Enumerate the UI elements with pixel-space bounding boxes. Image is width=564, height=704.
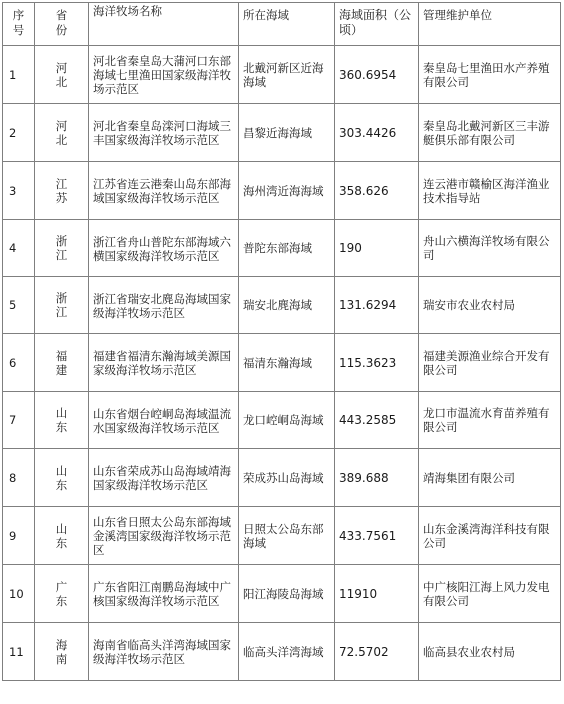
- row-area-size: 360.6954: [335, 46, 419, 104]
- row-province: [35, 46, 89, 104]
- header-province: 省份: [35, 3, 89, 46]
- row-name: 河北省秦皇岛大蒲河口东部海域七里渔田国家级海洋牧场示范区: [89, 46, 239, 104]
- row-manager: 中广核阳江海上风力发电有限公司: [419, 565, 561, 623]
- row-province-text: 海南: [55, 637, 68, 666]
- row-province: [35, 220, 89, 277]
- row-area-size: 303.4426: [335, 104, 419, 162]
- row-manager: 福建美源渔业综合开发有限公司: [419, 334, 561, 392]
- row-sea-area: 北戴河新区近海海域: [239, 46, 335, 104]
- row-sea-area: 荣成苏山岛海域: [239, 449, 335, 507]
- table-row: [3, 162, 561, 220]
- row-manager: 秦皇岛北戴河新区三丰游艇俱乐部有限公司: [419, 104, 561, 162]
- row-area-size: 72.5702: [335, 623, 419, 681]
- row-sea-area: 福清东瀚海域: [239, 334, 335, 392]
- row-area-size: 433.7561: [335, 507, 419, 565]
- table-row: [3, 565, 561, 623]
- row-index: 6: [3, 334, 35, 392]
- header-row: [3, 3, 561, 46]
- row-province-text: 浙江: [55, 234, 68, 262]
- row-province-text: 山东: [55, 521, 68, 550]
- table-row: [3, 334, 561, 392]
- row-index: 7: [3, 392, 35, 449]
- row-index: 11: [3, 623, 35, 681]
- row-manager: 连云港市赣榆区海洋渔业技术指导站: [419, 162, 561, 220]
- table-row: [3, 277, 561, 334]
- row-index: 1: [3, 46, 35, 104]
- row-sea-area: 海州湾近海海域: [239, 162, 335, 220]
- row-sea-area: 龙口崆峒岛海域: [239, 392, 335, 449]
- row-area-size: 358.626: [335, 162, 419, 220]
- row-manager: 龙口市温流水育苗养殖有限公司: [419, 392, 561, 449]
- row-province-text: 福建: [55, 348, 68, 377]
- row-province-text: 广东: [55, 579, 68, 608]
- row-index: 4: [3, 220, 35, 277]
- row-name: 山东省荣成苏山岛海域靖海国家级海洋牧场示范区: [89, 449, 239, 507]
- row-sea-area: 阳江海陵岛海域: [239, 565, 335, 623]
- row-area-size: 115.3623: [335, 334, 419, 392]
- row-index: 3: [3, 162, 35, 220]
- marine-ranch-table: [2, 2, 561, 681]
- row-province-text: 江苏: [55, 176, 68, 205]
- row-name: 浙江省舟山普陀东部海域六横国家级海洋牧场示范区: [89, 220, 239, 277]
- row-area-size: 11910: [335, 565, 419, 623]
- row-area-size: 389.688: [335, 449, 419, 507]
- row-sea-area: 普陀东部海域: [239, 220, 335, 277]
- table-row: [3, 392, 561, 449]
- header-manager: 管理维护单位: [419, 3, 561, 46]
- row-province: [35, 565, 89, 623]
- row-province-text: 山东: [55, 406, 68, 434]
- row-province: [35, 334, 89, 392]
- row-manager: 舟山六横海洋牧场有限公司: [419, 220, 561, 277]
- row-sea-area: 昌黎近海海域: [239, 104, 335, 162]
- table-row: [3, 623, 561, 681]
- table-row: [3, 220, 561, 277]
- table-row: [3, 507, 561, 565]
- row-name: 山东省日照太公岛东部海域金溪湾国家级海洋牧场示范区: [89, 507, 239, 565]
- row-area-size: 131.6294: [335, 277, 419, 334]
- table-row: [3, 449, 561, 507]
- row-index: 10: [3, 565, 35, 623]
- row-province-text: 河北: [55, 60, 68, 89]
- row-name: 江苏省连云港秦山岛东部海域国家级海洋牧场示范区: [89, 162, 239, 220]
- row-province: [35, 623, 89, 681]
- row-province: [35, 449, 89, 507]
- header-index: 序号: [3, 3, 35, 46]
- header-sea-area: 所在海域: [239, 3, 335, 46]
- table-row: [3, 46, 561, 104]
- row-index: 9: [3, 507, 35, 565]
- row-name: 河北省秦皇岛滦河口海域三丰国家级海洋牧场示范区: [89, 104, 239, 162]
- row-province: [35, 162, 89, 220]
- row-province: [35, 392, 89, 449]
- row-sea-area: 临高头洋湾海域: [239, 623, 335, 681]
- row-index: 2: [3, 104, 35, 162]
- row-province-text: 山东: [55, 463, 68, 492]
- row-manager: 瑞安市农业农村局: [419, 277, 561, 334]
- row-name: 海南省临高头洋湾海域国家级海洋牧场示范区: [89, 623, 239, 681]
- row-area-size: 443.2585: [335, 392, 419, 449]
- row-manager: 临高县农业农村局: [419, 623, 561, 681]
- row-manager: 靖海集团有限公司: [419, 449, 561, 507]
- row-province: [35, 507, 89, 565]
- table-row: [3, 104, 561, 162]
- header-name: 海洋牧场名称: [89, 3, 239, 46]
- row-index: 5: [3, 277, 35, 334]
- row-province-text: 浙江: [55, 291, 68, 319]
- row-province-text: 河北: [55, 118, 68, 147]
- header-area-size: 海域面积（公顷）: [335, 3, 419, 46]
- row-name: 福建省福清东瀚海域美源国家级海洋牧场示范区: [89, 334, 239, 392]
- row-area-size: 190: [335, 220, 419, 277]
- row-sea-area: 日照太公岛东部海域: [239, 507, 335, 565]
- row-index: 8: [3, 449, 35, 507]
- row-name: 山东省烟台崆峒岛海域温流水国家级海洋牧场示范区: [89, 392, 239, 449]
- row-province: [35, 104, 89, 162]
- row-sea-area: 瑞安北麂海域: [239, 277, 335, 334]
- row-manager: 秦皇岛七里渔田水产养殖有限公司: [419, 46, 561, 104]
- row-name: 广东省阳江南鹏岛海域中广核国家级海洋牧场示范区: [89, 565, 239, 623]
- row-manager: 山东金溪湾海洋科技有限公司: [419, 507, 561, 565]
- row-province: [35, 277, 89, 334]
- row-name: 浙江省瑞安北麂岛海域国家级海洋牧场示范区: [89, 277, 239, 334]
